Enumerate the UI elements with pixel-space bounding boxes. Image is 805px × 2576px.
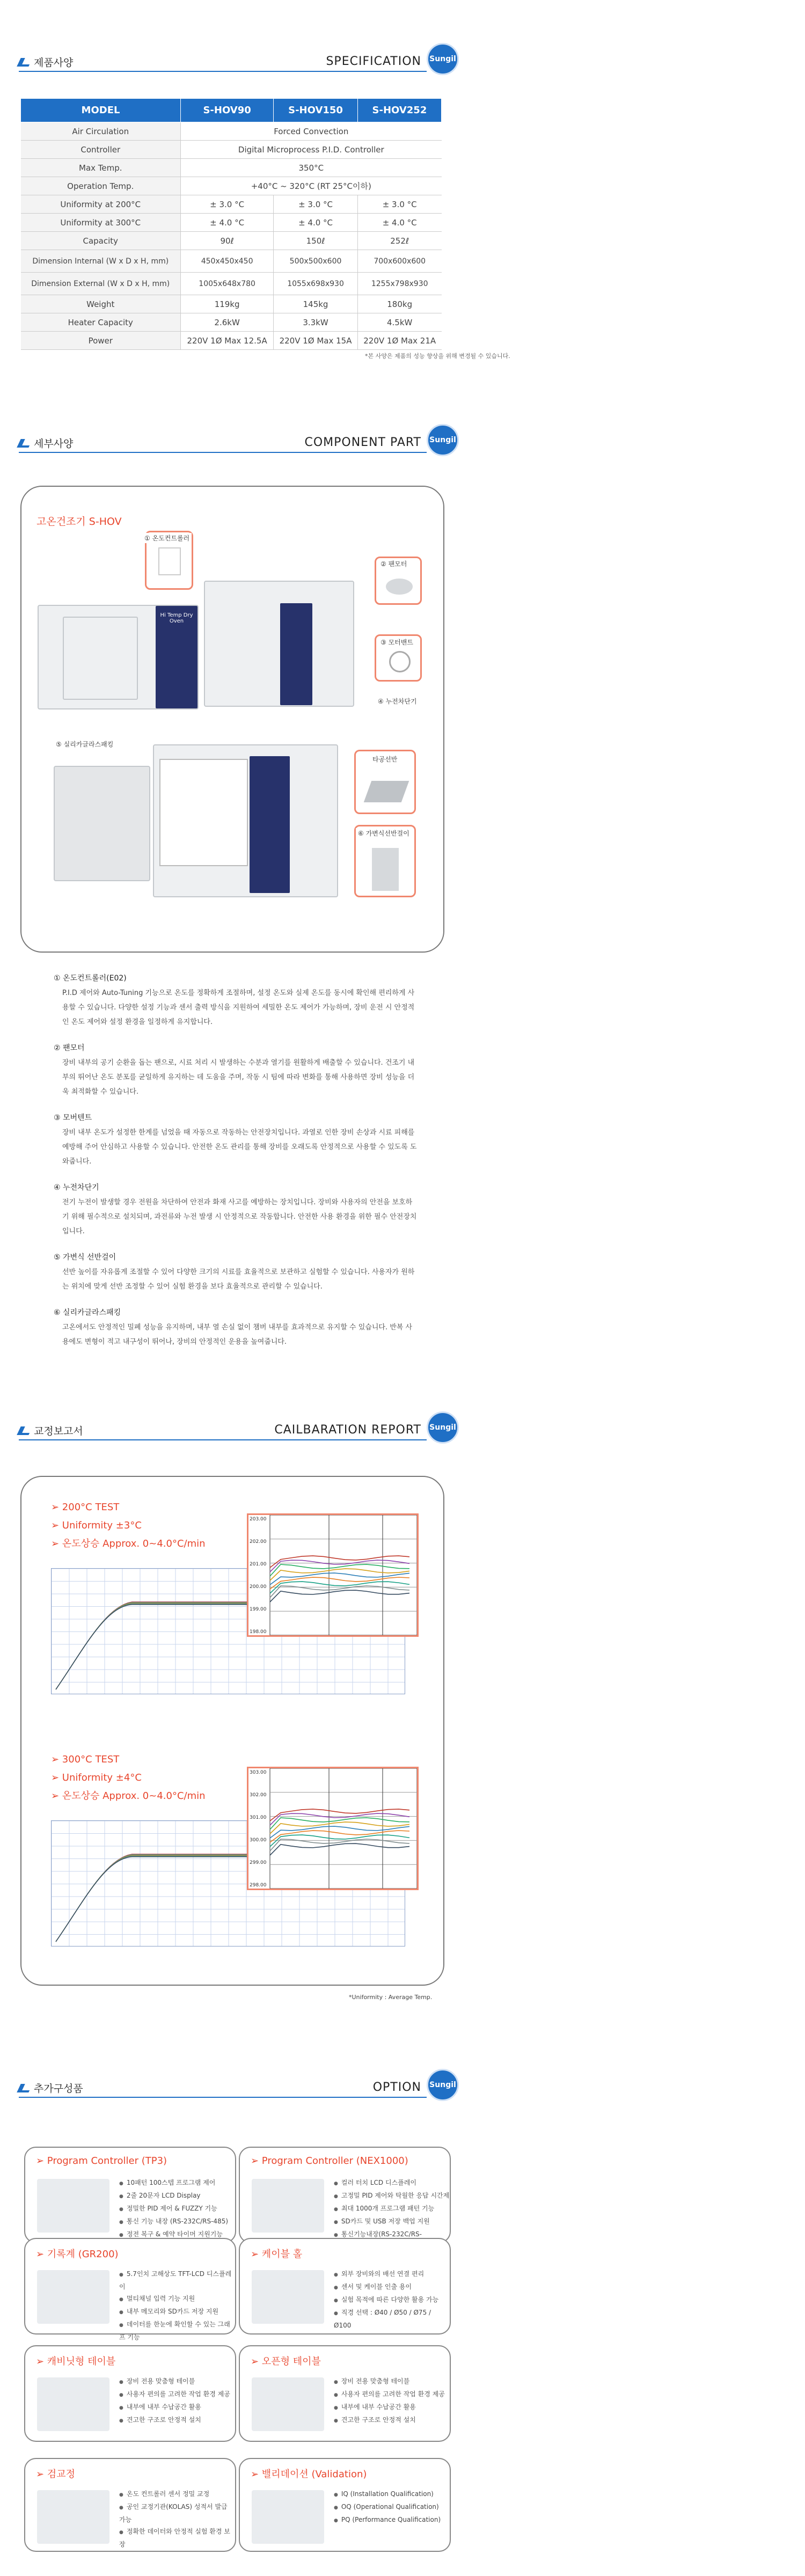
spec-row <box>21 273 442 295</box>
option-product-image <box>252 2179 324 2233</box>
component-desc-item <box>54 1041 419 1099</box>
component-desc-text: 장비 내부의 공기 순환을 돕는 팬으로, 시료 처리 시 발생하는 수분과 열기를 원활하게 배출할 수 있습니다. 건조기 내부의 뛰어난 온도 분포를 균일하게 유지하는 데 도움을 주며, 작동 시 팀에 따라 변화를 통해 사용하면 장비 성능을 더욱 최적화할 수 있습니다. <box>62 1059 415 1096</box>
spec-cell: Dimension Internal (W x D x H, mm) <box>21 250 181 273</box>
component-desc-item <box>54 1306 419 1349</box>
option-feature: ● 10패턴 100스텝 프로그램 제어 <box>119 2177 228 2190</box>
oven-door <box>63 617 138 700</box>
spec-cell: Operation Temp. <box>21 177 181 195</box>
option-feature: ● 데이터를 한눈에 확인할 수 있는 그래프 기능 <box>119 2318 235 2343</box>
option-feature: ● PQ (Performance Qualification) <box>334 2514 441 2527</box>
option-feature: ● 온도 컨트롤러 센서 정밀 교정 <box>119 2488 235 2501</box>
control-panel <box>280 603 312 705</box>
component-desc-text: 장비 내부 온도가 설정한 한계를 넘었을 때 자동으로 작동하는 안전장치입니다. 과열로 인한 장비 손상과 시료 피해를 예방해 주어 안심하고 사용할 수 있습니다. 안전한 온도 관리를 통해 장비를 오래도록 안정적으로 사용할 수 있도록 도와줍니다. <box>62 1129 417 1166</box>
spec-row <box>21 122 442 141</box>
label-packing: ⑤ 실리카글라스패킹 <box>54 739 115 749</box>
label-breaker: ④ 누전차단기 <box>376 696 419 706</box>
option-feature: ● 정밀한 PID 제어 & FUZZY 기능 <box>119 2202 228 2215</box>
option-card <box>239 2458 451 2552</box>
zoom-200-svg <box>248 1515 417 1635</box>
test-200-title: ➢ 200°C TEST <box>51 1502 120 1513</box>
label-shelf: 타공선반 <box>370 754 399 764</box>
option-feature: ● 정전 복구 & 예약 타이머 지원기능 <box>119 2228 228 2241</box>
option-product-image <box>37 2270 109 2324</box>
spec-cell: 3.3kW <box>274 313 358 332</box>
section-mark-icon <box>17 1426 32 1435</box>
option-feature: ● SD카드 및 USB 저장 백업 지원 <box>334 2215 450 2228</box>
option-feature: ● 5.7인치 고해상도 TFT-LCD 디스플레이 <box>119 2268 235 2293</box>
option-card <box>24 2147 236 2243</box>
zoom-tick-label: 300.00 <box>250 1838 267 1843</box>
open-door-image <box>54 766 150 881</box>
option-feature-list <box>119 2488 235 2550</box>
option-feature: ● 통신 기능 내장 (RS-232C/RS-485) <box>119 2215 228 2228</box>
spec-table-header <box>21 99 442 122</box>
spec-row <box>21 250 442 273</box>
spec-cell: +40°C ~ 320°C (RT 25°C이하) <box>181 177 442 195</box>
spec-row <box>21 313 442 332</box>
component-descriptions <box>54 971 419 1361</box>
spec-cell: Weight <box>21 295 181 313</box>
zoom-tick-label: 203.00 <box>250 1517 267 1522</box>
option-card-title: ➢ 캐비닛형 테이블 <box>36 2356 116 2367</box>
option-card-title: ➢ Program Controller (TP3) <box>36 2155 167 2167</box>
oven-chamber <box>159 759 248 866</box>
spec-table <box>20 98 442 350</box>
option-feature-list <box>119 2268 235 2343</box>
zoom-300-svg <box>248 1768 417 1889</box>
option-card-title: ➢ 케이블 홀 <box>251 2249 303 2260</box>
option-feature: ● 정확한 데이터와 안정적 실험 환경 보장 <box>119 2526 235 2550</box>
spec-row <box>21 232 442 250</box>
spec-cell: Air Circulation <box>21 122 181 141</box>
spec-row <box>21 141 442 159</box>
section-mark-icon <box>17 58 32 67</box>
zoom-tick-label: 303.00 <box>250 1770 267 1775</box>
option-card <box>24 2345 236 2442</box>
brand-logo: Sungil <box>427 43 459 75</box>
calib-title-ko: 교정보고서 <box>34 1425 83 1437</box>
spec-row <box>21 295 442 313</box>
spec-cell: 450x450x450 <box>181 250 274 273</box>
oven-image-open <box>153 744 338 897</box>
component-desc-text: 전기 누전이 발생할 경우 전원을 차단하여 안전과 화재 사고를 예방하는 장치입니다. 장비와 사용자의 안전을 보호하기 위해 필수적으로 설치되며, 과전류와 누전 발생 시 안정적으로 작동합니다. 안전한 사용 환경을 위한 필수 안전장치입니다. <box>62 1198 417 1235</box>
calib-note: *Uniformity : Average Temp. <box>349 1994 433 2001</box>
divider <box>19 71 427 72</box>
option-card <box>24 2238 236 2341</box>
option-product-image <box>37 2179 109 2233</box>
option-feature-list <box>334 2488 441 2527</box>
spec-title-en: SPECIFICATION <box>326 55 421 68</box>
label-controller: ① 온도컨트롤러 <box>142 533 192 543</box>
brand-logo: Sungil <box>427 1411 459 1444</box>
option-feature: ● 내부 메모리와 SD카드 저장 지원 <box>119 2306 235 2318</box>
option-product-image <box>252 2270 324 2324</box>
calib-title-en: CAILBARATION REPORT <box>274 1423 421 1437</box>
spec-row <box>21 195 442 214</box>
vent-icon <box>389 651 411 672</box>
spec-title-ko: 제품사양 <box>34 57 74 69</box>
spec-cell: Forced Convection <box>181 122 442 141</box>
option-feature: ● 직경 선택 : Ø40 / Ø50 / Ø75 / Ø100 <box>334 2307 450 2331</box>
spec-col-3: S-HOV252 <box>357 99 441 122</box>
test-300-uniformity: ➢ Uniformity ±4°C <box>51 1772 142 1783</box>
spec-cell: 2.6kW <box>181 313 274 332</box>
option-feature: ● 2줄 20문자 LCD Display <box>119 2190 228 2202</box>
option-feature: ● 사용자 편의를 고려한 작업 환경 제공 <box>119 2388 230 2401</box>
section-mark-icon <box>17 439 32 448</box>
option-feature: ● 내부에 내부 수납공간 활용 <box>334 2401 445 2414</box>
spec-row <box>21 177 442 195</box>
option-card-title: ➢ 기록계 (GR200) <box>36 2249 119 2260</box>
divider <box>19 1439 427 1440</box>
option-title-en: OPTION <box>372 2081 421 2094</box>
option-feature: ● 견고한 구조로 안정적 설치 <box>334 2414 445 2427</box>
spec-col-2: S-HOV150 <box>274 99 358 122</box>
calib-panel <box>20 1476 444 1986</box>
spec-cell: 350°C <box>181 159 442 177</box>
spec-cell: 180kg <box>357 295 441 313</box>
spec-col-1: S-HOV90 <box>181 99 274 122</box>
option-feature: ● IQ (Installation Qualification) <box>334 2488 441 2501</box>
option-feature: ● 사용자 편의를 고려한 작업 환경 제공 <box>334 2388 445 2401</box>
component-desc-title: ⑤ 가변식 선반걸이 <box>54 1253 116 1262</box>
section-mark-icon <box>17 2084 32 2092</box>
zoom-tick-label: 202.00 <box>250 1539 267 1545</box>
component-title-en: COMPONENT PART <box>304 436 421 449</box>
option-feature: ● 실험 목적에 따른 다양한 활용 가능 <box>334 2294 450 2307</box>
component-desc-text: 선반 높이를 자유롭게 조절할 수 있어 다양한 크기의 시료를 효율적으로 보관하고 실험할 수 있습니다. 사용자가 원하는 위치에 맞게 선반 조정할 수 있어 실험 환경을 보다 효율적으로 관리할 수 있습니다. <box>62 1268 415 1291</box>
spec-cell: 220V 1Ø Max 15A <box>274 332 358 350</box>
option-feature: ● OQ (Operational Qualification) <box>334 2501 441 2514</box>
option-card <box>239 2238 451 2334</box>
spec-cell: 145kg <box>274 295 358 313</box>
component-desc-title: ② 팬모터 <box>54 1044 85 1052</box>
option-feature: ● 장비 전용 맞춤형 테이블 <box>119 2375 230 2388</box>
component-desc-item <box>54 971 419 1029</box>
option-card-title: ➢ 검교정 <box>36 2469 75 2480</box>
spec-note: *본 사양은 제품의 성능 향상을 위해 변경될 수 있습니다. <box>365 353 510 360</box>
option-feature: ● 내부에 내부 수납공간 활용 <box>119 2401 230 2414</box>
component-desc-title: ③ 모버텐트 <box>54 1114 92 1122</box>
option-feature-list <box>334 2268 450 2331</box>
option-product-image <box>37 2377 109 2431</box>
zoom-tick-label: 301.00 <box>250 1815 267 1820</box>
option-feature-list <box>119 2177 228 2241</box>
component-desc-text: P.I.D 제어와 Auto-Tuning 기능으로 온도를 정확하게 조절하며, 설정 온도와 실제 온도를 동시에 확인해 편리하게 사용할 수 있습니다. 다양한 설정 기능과 센서 출력 방식을 지원하여 세밀한 온도 제어가 가능하며, 장비 운전 시 안정적인 온도 제어와 설정 환경을 일정하게 유지합니다. <box>62 989 415 1026</box>
option-feature: ● 통신기능내장(RS-232C/RS- <box>334 2228 450 2253</box>
component-desc-title: ④ 누전차단기 <box>54 1183 99 1192</box>
spec-cell: Power <box>21 332 181 350</box>
option-feature: ● 멀티채널 입력 기능 지원 <box>119 2293 235 2306</box>
spec-cell: 220V 1Ø Max 21A <box>357 332 441 350</box>
option-feature-list <box>334 2375 445 2427</box>
spec-cell: 1055x698x930 <box>274 273 358 295</box>
option-product-image <box>252 2377 324 2431</box>
zoom-tick-label: 298.00 <box>250 1883 267 1888</box>
shelf-icon <box>364 781 409 802</box>
zoom-tick-label: 299.00 <box>250 1860 267 1865</box>
option-feature: ● 고정밀 PID 제어와 탁월한 응답 시간제 <box>334 2190 450 2202</box>
spec-row <box>21 159 442 177</box>
spec-cell: 220V 1Ø Max 12.5A <box>181 332 274 350</box>
spec-cell: 1255x798x930 <box>357 273 441 295</box>
control-panel <box>156 606 197 708</box>
zoom-tick-label: 200.00 <box>250 1584 267 1590</box>
option-feature: ● 센서 및 케이블 인출 용이 <box>334 2281 450 2294</box>
spec-cell: 90ℓ <box>181 232 274 250</box>
chart-200-zoom <box>247 1513 419 1637</box>
spec-cell: Uniformity at 300°C <box>21 214 181 232</box>
component-panel <box>20 486 444 953</box>
component-panel-title: 고온건조기 S-HOV <box>36 516 122 528</box>
component-desc-item <box>54 1250 419 1294</box>
option-card <box>239 2147 451 2243</box>
spec-col-0: MODEL <box>21 99 181 122</box>
option-card-title: ➢ 밸리데이션 (Validation) <box>251 2469 367 2480</box>
spec-cell: 700x600x600 <box>357 250 441 273</box>
option-card <box>239 2345 451 2442</box>
chart-300-zoom <box>247 1767 419 1890</box>
component-header <box>19 424 459 456</box>
shelf-holder-icon <box>372 848 399 891</box>
option-header <box>19 2069 459 2101</box>
component-desc-item <box>54 1111 419 1169</box>
spec-cell: Capacity <box>21 232 181 250</box>
spec-cell: Dimension External (W x D x H, mm) <box>21 273 181 295</box>
spec-cell: 4.5kW <box>357 313 441 332</box>
option-card-title: ➢ 오픈형 테이블 <box>251 2356 321 2367</box>
spec-cell: 1005x648x780 <box>181 273 274 295</box>
brand-logo: Sungil <box>427 424 459 456</box>
calib-header <box>19 1411 459 1444</box>
brand-logo: Sungil <box>427 2069 459 2101</box>
option-feature: ● 컬러 터치 LCD 디스플레이 <box>334 2177 450 2190</box>
option-product-image <box>37 2490 109 2544</box>
spec-cell: ± 4.0 °C <box>181 214 274 232</box>
spec-cell: Digital Microprocess P.I.D. Controller <box>181 141 442 159</box>
zoom-tick-label: 201.00 <box>250 1562 267 1567</box>
spec-cell: ± 3.0 °C <box>181 195 274 214</box>
test-300-info <box>51 1751 206 1805</box>
option-card-title: ➢ Program Controller (NEX1000) <box>251 2155 408 2167</box>
spec-cell: Heater Capacity <box>21 313 181 332</box>
option-product-image <box>252 2490 324 2544</box>
label-motorvent: ③ 모터밴트 <box>378 637 415 647</box>
label-fan: ② 팬모터 <box>378 559 409 569</box>
component-desc-item <box>54 1181 419 1239</box>
fan-motor-icon <box>386 579 413 595</box>
option-feature: ● 공인 교정기관(KOLAS) 성적서 발급 가능 <box>119 2501 235 2526</box>
spec-cell: ± 4.0 °C <box>357 214 441 232</box>
component-desc-text: 고온에서도 안정적인 밀폐 성능을 유지하며, 내부 열 손실 없이 챔버 내부를 효과적으로 유지할 수 있습니다. 반복 사용에도 변형이 적고 내구성이 뛰어나, 장비의 안정적인 운용을 높여줍니다. <box>62 1323 413 1346</box>
controller-icon <box>158 547 181 575</box>
spec-header <box>19 43 459 75</box>
component-desc-title: ① 온도컨트롤러(E02) <box>54 974 127 983</box>
component-title-ko: 세부사양 <box>34 438 74 450</box>
option-feature-list <box>119 2375 230 2427</box>
spec-cell: ± 4.0 °C <box>274 214 358 232</box>
test-300-title: ➢ 300°C TEST <box>51 1754 120 1765</box>
zoom-tick-label: 198.00 <box>250 1629 267 1635</box>
option-title-ko: 추가구성품 <box>34 2083 83 2095</box>
spec-cell: ± 3.0 °C <box>274 195 358 214</box>
divider <box>19 452 427 453</box>
spec-row <box>21 332 442 350</box>
divider <box>19 2097 427 2098</box>
oven-image-front <box>38 605 199 709</box>
label-shelf-holder: ⑥ 가변식선반걸이 <box>356 828 412 838</box>
component-desc-title: ⑥ 실리카글라스패킹 <box>54 1308 121 1317</box>
spec-cell: 119kg <box>181 295 274 313</box>
spec-cell: 150ℓ <box>274 232 358 250</box>
option-feature: ● 최대 1000개 프로그램 패턴 기능 <box>334 2202 450 2215</box>
option-feature: ● 견고한 구조로 안정적 설치 <box>119 2414 230 2427</box>
spec-cell: 252ℓ <box>357 232 441 250</box>
spec-row <box>21 214 442 232</box>
option-feature: ● 외부 장비와의 배선 연결 편리 <box>334 2268 450 2281</box>
option-feature: ● 장비 전용 맞춤형 테이블 <box>334 2375 445 2388</box>
test-200-uniformity: ➢ Uniformity ±3°C <box>51 1520 142 1531</box>
panel-text: Hi Temp Dry Oven <box>160 612 193 624</box>
spec-cell: Max Temp. <box>21 159 181 177</box>
control-panel <box>250 756 290 893</box>
oven-image-rear <box>204 581 354 707</box>
zoom-tick-label: 302.00 <box>250 1792 267 1798</box>
spec-cell: ± 3.0 °C <box>357 195 441 214</box>
spec-cell: Uniformity at 200°C <box>21 195 181 214</box>
zoom-tick-label: 199.00 <box>250 1607 267 1612</box>
test-200-rate: ➢ 온도상승 Approx. 0~4.0°C/min <box>51 1538 206 1549</box>
spec-cell: 500x500x600 <box>274 250 358 273</box>
test-200-info <box>51 1498 206 1553</box>
spec-cell: Controller <box>21 141 181 159</box>
test-300-rate: ➢ 온도상승 Approx. 0~4.0°C/min <box>51 1790 206 1802</box>
option-card <box>24 2458 236 2552</box>
